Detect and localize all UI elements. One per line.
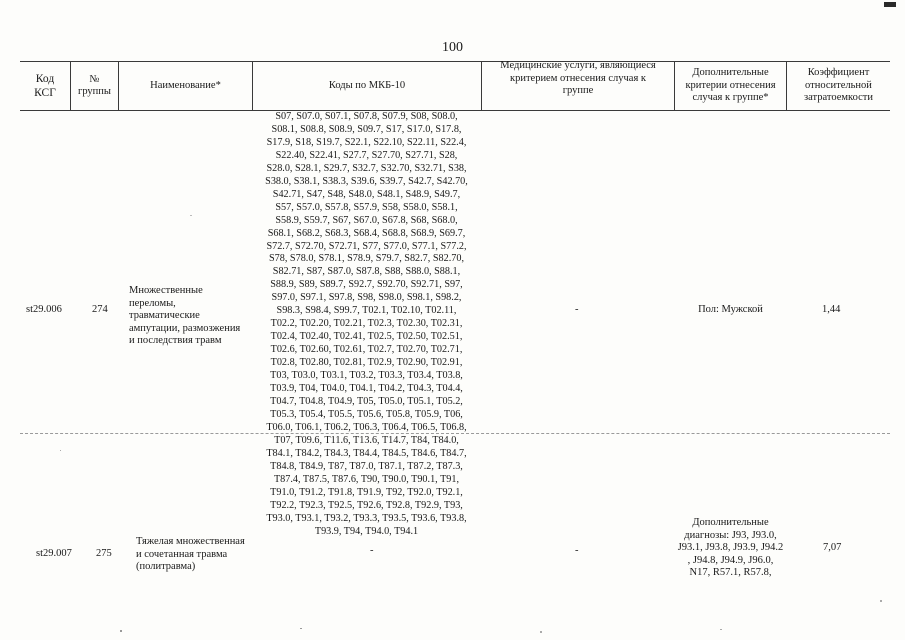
icd-code-line: T93.0, T93.1, T93.2, T93.3, T93.5, T93.6, T93.8, bbox=[266, 512, 467, 524]
icd-code-line: T02.2, T02.20, T02.21, T02.3, T02.30, T02.31, bbox=[270, 318, 463, 330]
icd-code-line: T05.3, T05.4, T05.5, T05.6, T05.8, T05.9, T06, bbox=[270, 408, 463, 420]
header-name: Наименование* bbox=[150, 79, 221, 91]
icd-code-line: T92.2, T92.3, T92.5, T92.6, T92.8, T92.9, T93, bbox=[270, 499, 463, 511]
row-additional: Дополнительные диагнозы: J93, J93.0, J93.1, J93.8, J93.9, J94.2 , J94.8, J94.9, J96.0, N17, R57.1, R57.8, bbox=[677, 517, 784, 578]
header-code: Код КСГ bbox=[34, 73, 56, 99]
header-coef: Коэффициент относительной затратоемкости bbox=[804, 67, 873, 104]
icd-code-line: S78, S78.0, S78.1, S78.9, S79.7, S82.7, S82.70, bbox=[268, 253, 465, 265]
icd-code-line: S42.71, S47, S48, S48.0, S48.1, S48.9, S49.7, bbox=[272, 188, 461, 200]
icd-code-line: S82.71, S87, S87.0, S87.8, S88, S88.0, S88.1, bbox=[272, 266, 461, 278]
header-icd: Коды по МКБ-10 bbox=[328, 79, 406, 91]
icd-code-line: S08.1, S08.8, S08.9, S09.7, S17, S17.0, S17.8, bbox=[271, 123, 462, 135]
icd-code-line: T03.9, T04, T04.0, T04.1, T04.2, T04.3, T04.4, bbox=[270, 383, 463, 395]
icd-code-line: T02.8, T02.80, T02.81, T02.9, T02.90, T02.91, bbox=[270, 357, 463, 369]
row-group: 275 bbox=[96, 548, 112, 559]
row-services: - bbox=[575, 545, 579, 556]
icd-code-line: T02.4, T02.40, T02.41, T02.5, T02.50, T02.51, bbox=[270, 331, 463, 343]
icd-code-line: S88.9, S89, S89.7, S92.7, S92.70, S92.71, S97, bbox=[270, 279, 463, 291]
row-icd: - bbox=[370, 545, 374, 556]
icd-code-line: T93.9, T94, T94.0, T94.1 bbox=[314, 525, 419, 537]
header-services: Медицинские услуги, являющиеся критерием отнесения случая к группе bbox=[500, 60, 656, 97]
icd-code-line: T91.0, T91.2, T91.8, T91.9, T92, T92.0, T92.1, bbox=[270, 486, 463, 498]
icd-code-line: T03, T03.0, T03.1, T03.2, T03.3, T03.4, T03.8, bbox=[270, 370, 463, 382]
icd-code-line: T84.1, T84.2, T84.3, T84.4, T84.5, T84.6, T84.7, bbox=[266, 447, 467, 459]
row-coef: 1,44 bbox=[822, 304, 841, 315]
row-coef: 7,07 bbox=[823, 542, 842, 553]
icd-code-line: S28.0, S28.1, S29.7, S32.7, S32.70, S32.71, S38, bbox=[266, 162, 467, 174]
icd-code-line: S68.1, S68.2, S68.3, S68.4, S68.8, S68.9, S69.7, bbox=[267, 227, 466, 239]
icd-code-line: T06.0, T06.1, T06.2, T06.3, T06.4, T06.5, T06.8, bbox=[266, 421, 467, 433]
row-group: 274 bbox=[92, 304, 108, 315]
icd-code-line: S58.9, S59.7, S67, S67.0, S67.8, S68, S68.0, bbox=[275, 214, 458, 226]
page-number: 100 bbox=[442, 40, 463, 55]
icd-code-line: S38.0, S38.1, S38.3, S39.6, S39.7, S42.7, S42.70, bbox=[265, 175, 468, 187]
icd-code-line: S22.40, S22.41, S27.7, S27.70, S27.71, S28, bbox=[275, 149, 458, 161]
icd-code-line: S57, S57.0, S57.8, S57.9, S58, S58.0, S58.1, bbox=[275, 201, 458, 213]
icd-code-line: T04.7, T04.8, T04.9, T05, T05.0, T05.1, T05.2, bbox=[270, 395, 463, 407]
icd-code-line: S07, S07.0, S07.1, S07.8, S07.9, S08, S08.0, bbox=[275, 111, 458, 122]
icd-code-line: S98.3, S98.4, S99.7, T02.1, T02.10, T02.11, bbox=[276, 305, 457, 317]
header-additional: Дополнительные критерии отнесения случая к группе* bbox=[685, 67, 776, 104]
icd-code-line: T07, T09.6, T11.6, T13.6, T14.7, T84, T84.0, bbox=[274, 434, 459, 446]
icd-code-line: S72.7, S72.70, S72.71, S77, S77.0, S77.1, S77.2, bbox=[266, 240, 467, 252]
row-code: st29.007 bbox=[36, 548, 72, 559]
icd-code-line: T87.4, T87.5, T87.6, T90, T90.0, T90.1, T91, bbox=[273, 473, 460, 485]
icd-code-line: T84.8, T84.9, T87, T87.0, T87.1, T87.2, T87.3, bbox=[270, 460, 463, 472]
icd-code-line: S97.0, S97.1, S97.8, S98, S98.0, S98.1, S98.2, bbox=[271, 292, 462, 304]
row-name: Множественные переломы, травматические ампутации, размозжения и последствия травм bbox=[129, 285, 241, 346]
header-group: № группы bbox=[78, 73, 111, 97]
row-code: st29.006 bbox=[26, 304, 62, 315]
row-services: - bbox=[575, 304, 579, 315]
icd-code-line: S17.9, S18, S19.7, S22.1, S22.10, S22.11, S22.4, bbox=[266, 136, 467, 148]
icd-code-line: T02.6, T02.60, T02.61, T02.7, T02.70, T02.71, bbox=[270, 344, 463, 356]
row-name: Тяжелая множественная и сочетанная травма (политравма) bbox=[136, 536, 245, 572]
row-additional: Пол: Мужской bbox=[698, 304, 763, 315]
